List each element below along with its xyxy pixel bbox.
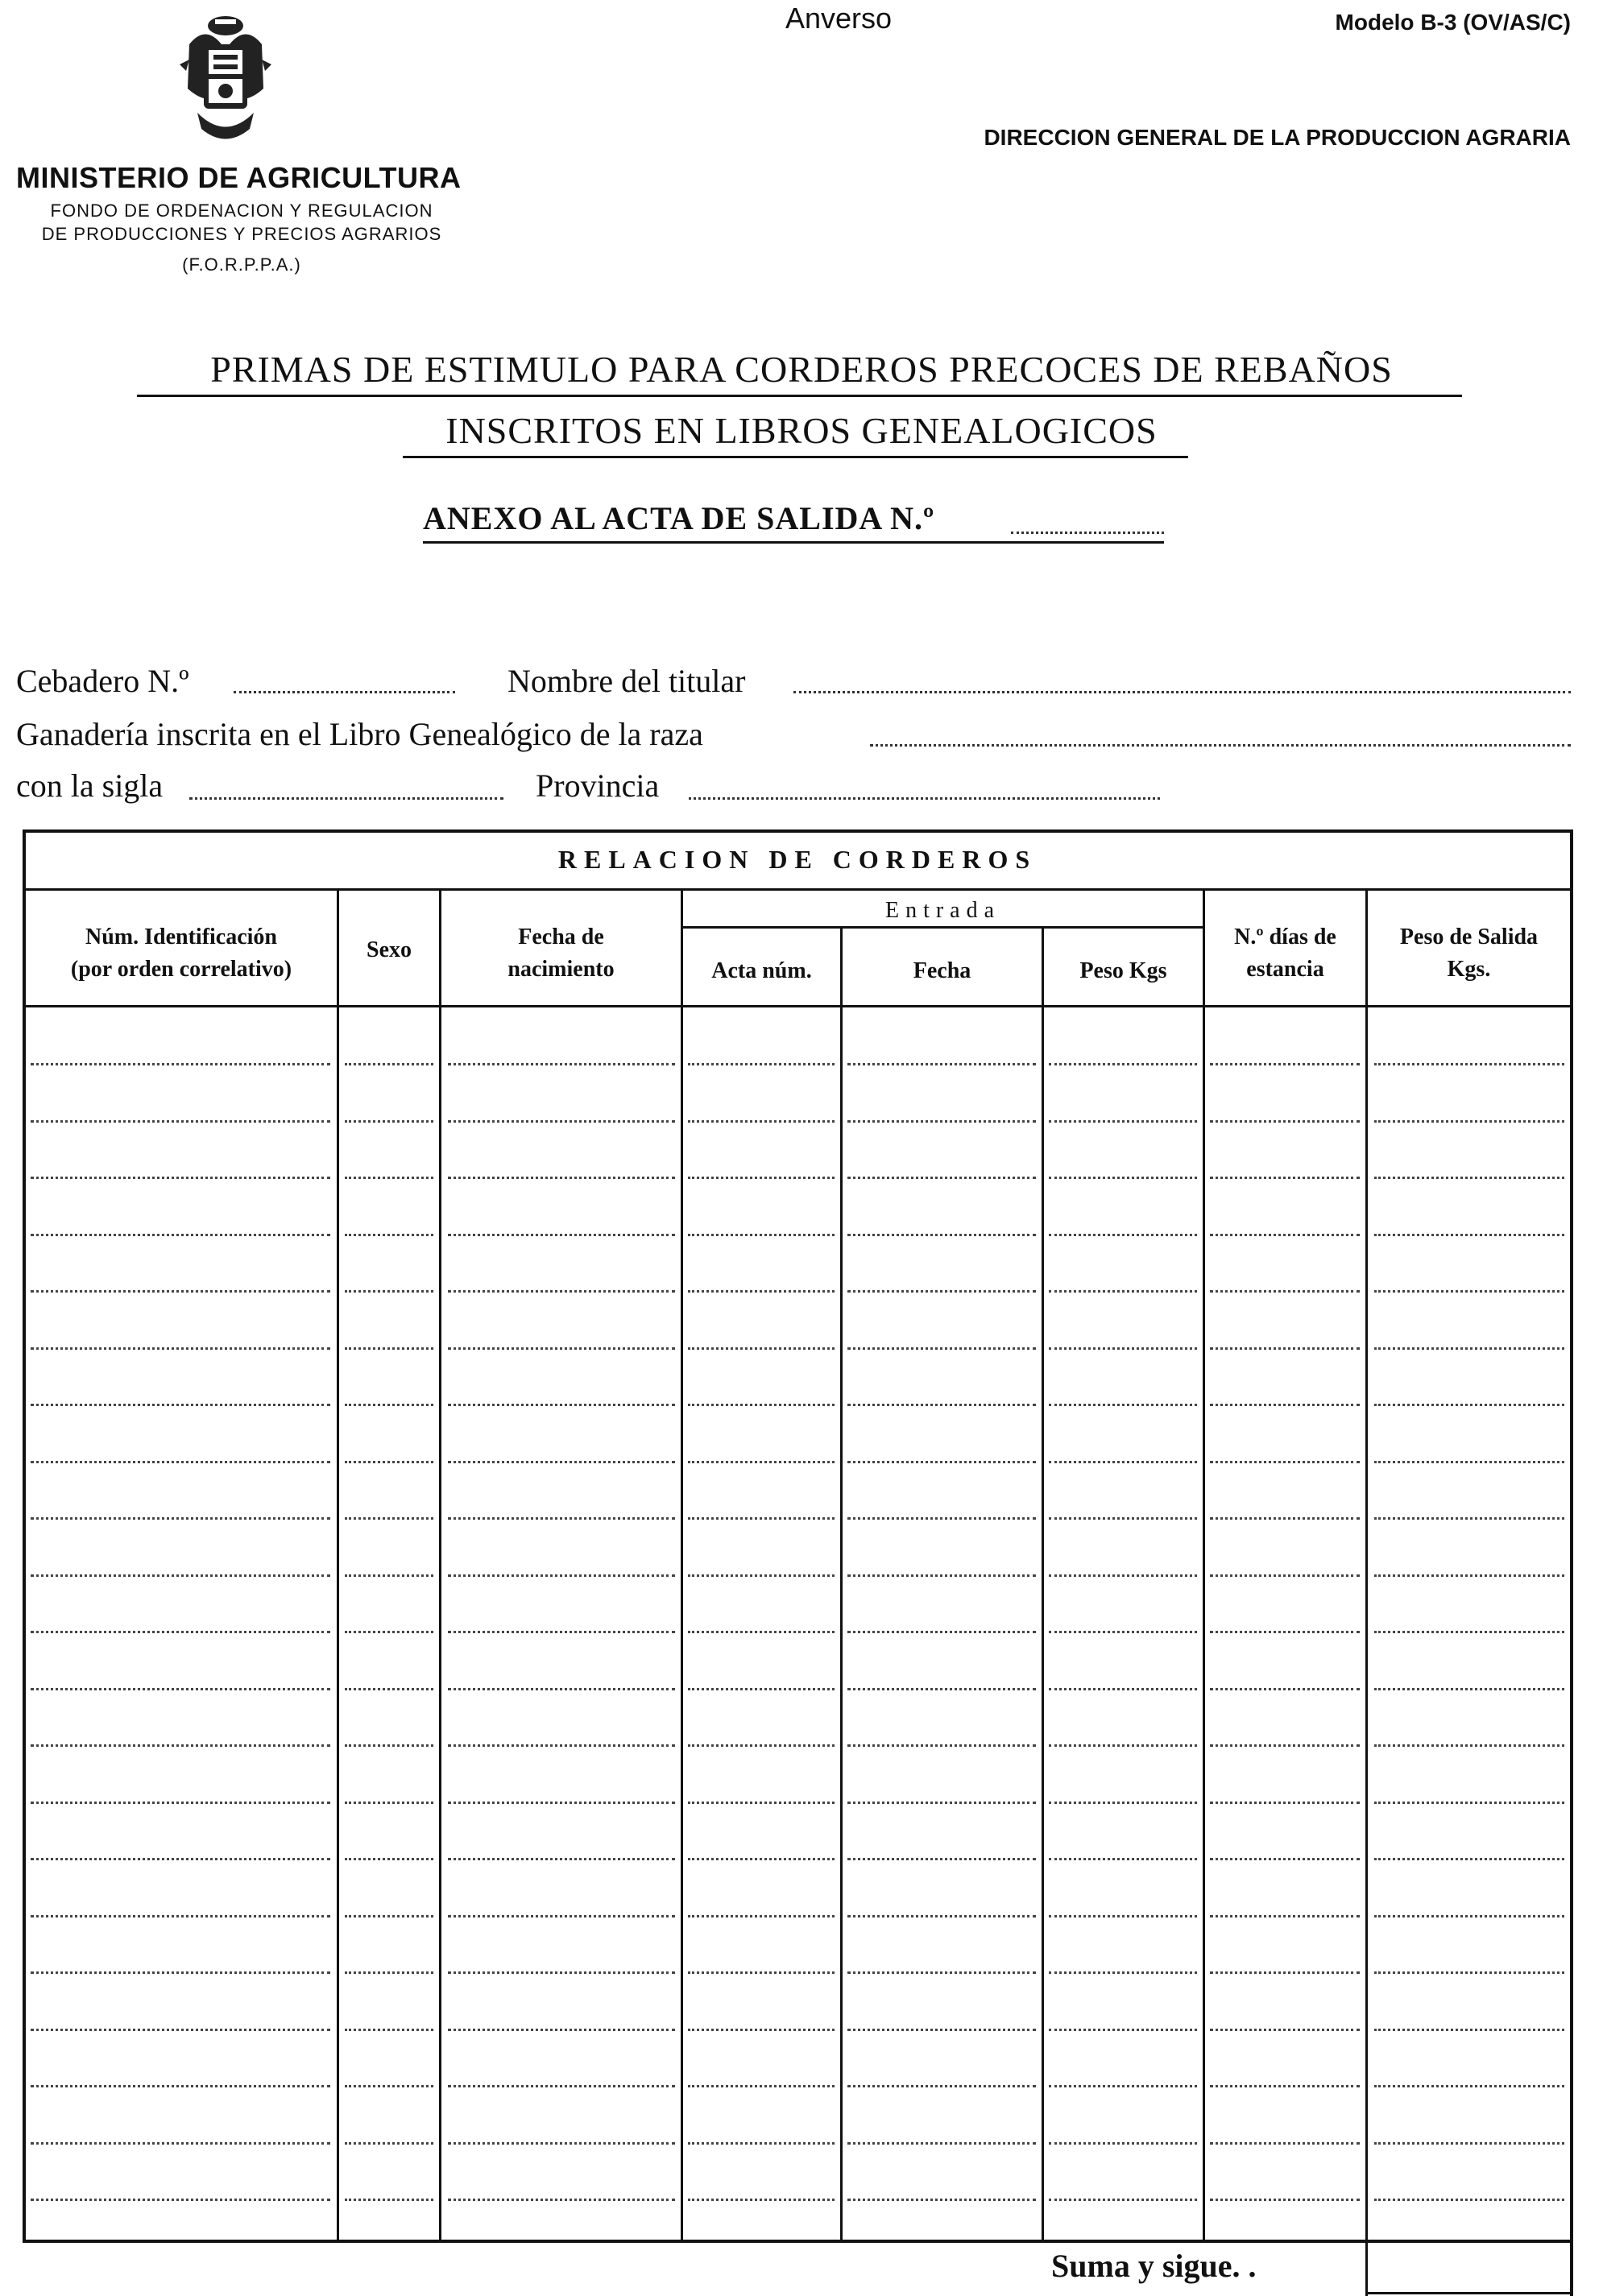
table-cell[interactable] (847, 1063, 1036, 1065)
table-cell[interactable] (688, 1802, 835, 1804)
table-cell[interactable] (688, 1971, 835, 1974)
table-cell[interactable] (1049, 1574, 1197, 1577)
table-cell[interactable] (688, 1063, 835, 1065)
ministry-name: MINISTERIO DE AGRICULTURA (16, 161, 462, 194)
table-cell[interactable] (847, 2085, 1036, 2087)
table-cell[interactable] (1374, 1177, 1564, 1179)
table-cell[interactable] (345, 1744, 433, 1747)
table-cell[interactable] (448, 1915, 675, 1917)
table-cell[interactable] (31, 1744, 330, 1747)
table-cell[interactable] (1049, 1177, 1197, 1179)
table-cell[interactable] (688, 2029, 835, 2031)
col-header-dias-1: N.º días de (1234, 925, 1336, 949)
anexo-heading: ANEXO AL ACTA DE SALIDA N.º (423, 500, 935, 536)
sigla-field[interactable] (189, 797, 503, 800)
table-cell[interactable] (847, 1971, 1036, 1974)
table-cell[interactable] (688, 1858, 835, 1860)
fondo-line-1: FONDO DE ORDENACION Y REGULACION (50, 201, 433, 221)
table-cell[interactable] (448, 1802, 675, 1804)
entrada-underline (683, 926, 1203, 929)
table-cell[interactable] (345, 1915, 433, 1917)
table-cell[interactable] (1049, 2199, 1197, 2201)
col-divider-4 (840, 926, 843, 2240)
table-cell[interactable] (688, 1461, 835, 1463)
model-code: Modelo B-3 (OV/AS/C) (1335, 10, 1571, 35)
col-header-dias-2: estancia (1246, 957, 1324, 982)
table-cell[interactable] (448, 1404, 675, 1406)
table-cell[interactable] (1049, 2029, 1197, 2031)
table-cell[interactable] (31, 1574, 330, 1577)
table-cell[interactable] (688, 1744, 835, 1747)
cebadero-field[interactable] (234, 691, 455, 693)
table-cell[interactable] (847, 1858, 1036, 1860)
table-cell[interactable] (345, 2029, 433, 2031)
table-cell[interactable] (847, 1404, 1036, 1406)
table-cell[interactable] (1374, 1631, 1564, 1633)
table-cell[interactable] (1374, 2199, 1564, 2201)
table-cell[interactable] (448, 1290, 675, 1293)
titular-field[interactable] (793, 691, 1571, 693)
col-header-peso-salida-1: Peso de Salida (1399, 925, 1539, 949)
direction-name: DIRECCION GENERAL DE LA PRODUCCION AGRARIA (984, 125, 1571, 150)
table-cell[interactable] (847, 1915, 1036, 1917)
col-header-fecha-nac-2: nacimiento (507, 957, 615, 982)
table-cell[interactable] (1049, 2142, 1197, 2145)
table-cell[interactable] (1374, 1915, 1564, 1917)
table-cell[interactable] (1374, 1404, 1564, 1406)
table-cell[interactable] (1210, 1574, 1360, 1577)
table-cell[interactable] (31, 2142, 330, 2145)
table-cell[interactable] (1210, 1063, 1360, 1065)
table-cell[interactable] (31, 1915, 330, 1917)
col-divider-7 (1365, 891, 1368, 2240)
table-cell[interactable] (688, 2142, 835, 2145)
table-cell[interactable] (1374, 1461, 1564, 1463)
table-cell[interactable] (345, 1574, 433, 1577)
table-cell[interactable] (31, 1971, 330, 1974)
table-cell[interactable] (448, 1177, 675, 1179)
table-cell[interactable] (1374, 1234, 1564, 1236)
table-cell[interactable] (1049, 2085, 1197, 2087)
suma-box-bottom (1368, 2292, 1570, 2294)
table-cell[interactable] (1210, 1347, 1360, 1350)
table-cell[interactable] (448, 2142, 675, 2145)
table-cell[interactable] (31, 1858, 330, 1860)
table-cell[interactable] (31, 1461, 330, 1463)
anexo-underline (423, 541, 1164, 544)
table-cell[interactable] (1049, 1744, 1197, 1747)
cebadero-label: Cebadero N.º (16, 663, 189, 699)
table-cell[interactable] (1210, 1290, 1360, 1293)
table-cell[interactable] (448, 1063, 675, 1065)
table-cell[interactable] (847, 1688, 1036, 1690)
table-cell[interactable] (688, 2199, 835, 2201)
col-header-acta: Acta núm. (711, 958, 812, 983)
table-cell[interactable] (345, 1177, 433, 1179)
table-cell[interactable] (448, 1517, 675, 1520)
table-cell[interactable] (1374, 1347, 1564, 1350)
table-top-border (23, 829, 1573, 833)
table-bottom-border (23, 2240, 1573, 2243)
table-cell[interactable] (1210, 1517, 1360, 1520)
table-cell[interactable] (448, 1631, 675, 1633)
table-cell[interactable] (1210, 1858, 1360, 1860)
provincia-field[interactable] (689, 797, 1160, 800)
table-cell[interactable] (31, 2199, 330, 2201)
table-right-border (1570, 829, 1573, 2296)
table-cell[interactable] (1210, 1631, 1360, 1633)
table-cell[interactable] (1374, 1290, 1564, 1293)
title-underline-2 (403, 456, 1188, 458)
table-cell[interactable] (1210, 1688, 1360, 1690)
table-cell[interactable] (688, 2085, 835, 2087)
table-cell[interactable] (448, 1461, 675, 1463)
table-cell[interactable] (1049, 1971, 1197, 1974)
table-cell[interactable] (1049, 1915, 1197, 1917)
table-cell[interactable] (1210, 1120, 1360, 1123)
col-group-entrada: Entrada (884, 898, 1001, 923)
table-cell[interactable] (688, 1290, 835, 1293)
table-cell[interactable] (847, 1290, 1036, 1293)
table-cell[interactable] (1374, 2142, 1564, 2145)
table-cell[interactable] (448, 2199, 675, 2201)
col-header-identificacion-2: (por orden correlativo) (70, 957, 292, 982)
table-cell[interactable] (31, 1177, 330, 1179)
table-cell[interactable] (345, 1347, 433, 1350)
ganaderia-label: Ganadería inscrita en el Libro Genealógico de la raza (16, 716, 703, 752)
table-cell[interactable] (1374, 1971, 1564, 1974)
table-cell[interactable] (448, 2029, 675, 2031)
col-divider-6 (1203, 891, 1205, 2240)
table-cell[interactable] (847, 1177, 1036, 1179)
table-cell[interactable] (847, 2142, 1036, 2145)
table-cell[interactable] (847, 1574, 1036, 1577)
table-cell[interactable] (1049, 1517, 1197, 1520)
table-cell[interactable] (31, 1290, 330, 1293)
table-cell[interactable] (345, 1631, 433, 1633)
titular-label: Nombre del titular (507, 663, 746, 699)
table-cell[interactable] (345, 1971, 433, 1974)
table-cell[interactable] (1210, 1177, 1360, 1179)
table-cell[interactable] (31, 2029, 330, 2031)
table-cell[interactable] (688, 1915, 835, 1917)
table-cell[interactable] (847, 1517, 1036, 1520)
table-cell[interactable] (1374, 1120, 1564, 1123)
col-divider-2 (439, 891, 441, 2240)
table-cell[interactable] (1049, 1063, 1197, 1065)
col-header-sexo: Sexo (367, 937, 412, 962)
table-cell[interactable] (688, 1631, 835, 1633)
table-cell[interactable] (1374, 2085, 1564, 2087)
sigla-label: con la sigla (16, 767, 164, 804)
table-cell[interactable] (448, 1744, 675, 1747)
col-header-peso-salida-2: Kgs. (1447, 957, 1491, 982)
fondo-line-2: DE PRODUCCIONES Y PRECIOS AGRARIOS (41, 224, 442, 244)
table-cell[interactable] (345, 1461, 433, 1463)
table-cell[interactable] (688, 1347, 835, 1350)
table-cell[interactable] (448, 1858, 675, 1860)
table-cell[interactable] (31, 1234, 330, 1236)
table-cell[interactable] (847, 1461, 1036, 1463)
anexo-number-field[interactable] (1011, 532, 1164, 534)
table-cell[interactable] (31, 1404, 330, 1406)
table-cell[interactable] (1049, 1347, 1197, 1350)
table-left-border (23, 829, 26, 2243)
form-title-line-2: INSCRITOS EN LIBROS GENEALOGICOS (445, 410, 1158, 451)
table-title: RELACION DE CORDEROS (557, 845, 1038, 874)
table-cell[interactable] (1374, 1517, 1564, 1520)
table-cell[interactable] (688, 1120, 835, 1123)
suma-box-left (1365, 2243, 1368, 2296)
table-cell[interactable] (1374, 1744, 1564, 1747)
table-cell[interactable] (1049, 1802, 1197, 1804)
table-cell[interactable] (345, 1802, 433, 1804)
table-cell[interactable] (31, 1631, 330, 1633)
table-cell[interactable] (847, 1744, 1036, 1747)
table-cell[interactable] (448, 1120, 675, 1123)
table-cell[interactable] (1374, 1802, 1564, 1804)
col-header-identificacion-1: Núm. Identificación (85, 925, 277, 949)
table-cell[interactable] (1049, 1290, 1197, 1293)
table-cell[interactable] (31, 2085, 330, 2087)
form-title-line-1: PRIMAS DE ESTIMULO PARA CORDEROS PRECOCES DE REBAÑOS (210, 349, 1393, 390)
table-cell[interactable] (345, 1234, 433, 1236)
table-cell[interactable] (31, 1802, 330, 1804)
table-cell[interactable] (1210, 1744, 1360, 1747)
col-divider-1 (337, 891, 339, 2240)
table-cell[interactable] (345, 1290, 433, 1293)
table-cell[interactable] (1210, 1404, 1360, 1406)
col-header-peso: Peso Kgs (1079, 958, 1167, 983)
table-cell[interactable] (1049, 1858, 1197, 1860)
table-cell[interactable] (1049, 1461, 1197, 1463)
table-cell[interactable] (345, 2199, 433, 2201)
relacion-divider (23, 888, 1573, 891)
table-cell[interactable] (1210, 1234, 1360, 1236)
provincia-label: Provincia (536, 767, 660, 804)
col-header-fecha-nac-1: Fecha de (518, 925, 604, 949)
col-divider-3 (681, 891, 683, 2240)
table-cell[interactable] (1049, 1688, 1197, 1690)
fondo-acronym: (F.O.R.P.P.A.) (182, 254, 301, 275)
table-cell[interactable] (31, 1120, 330, 1123)
table-cell[interactable] (448, 1688, 675, 1690)
table-cell[interactable] (688, 1404, 835, 1406)
table-cell[interactable] (1049, 1120, 1197, 1123)
table-cell[interactable] (688, 1517, 835, 1520)
table-cell[interactable] (31, 1347, 330, 1350)
table-cell[interactable] (345, 1120, 433, 1123)
table-cell[interactable] (31, 1517, 330, 1520)
side-label: Anverso (785, 2, 893, 35)
table-cell[interactable] (1210, 1915, 1360, 1917)
table-cell[interactable] (345, 2142, 433, 2145)
table-cell[interactable] (1210, 1971, 1360, 1974)
table-cell[interactable] (1210, 2199, 1360, 2201)
table-cell[interactable] (448, 1574, 675, 1577)
table-cell[interactable] (1210, 2142, 1360, 2145)
table-cell[interactable] (847, 2029, 1036, 2031)
table-cell[interactable] (31, 1063, 330, 1065)
table-cell[interactable] (1049, 1234, 1197, 1236)
table-cell[interactable] (1210, 2085, 1360, 2087)
table-cell[interactable] (847, 1234, 1036, 1236)
table-cell[interactable] (345, 2085, 433, 2087)
table-cell[interactable] (448, 2085, 675, 2087)
table-cell[interactable] (345, 1063, 433, 1065)
table-cell[interactable] (688, 1177, 835, 1179)
table-cell[interactable] (1049, 1631, 1197, 1633)
table-cell[interactable] (1374, 1688, 1564, 1690)
coat-of-arms-icon (173, 8, 278, 149)
table-cell[interactable] (448, 1234, 675, 1236)
table-cell[interactable] (1210, 1802, 1360, 1804)
table-cell[interactable] (688, 1234, 835, 1236)
table-cell[interactable] (847, 2199, 1036, 2201)
header-bottom-border (23, 1005, 1573, 1007)
table-cell[interactable] (345, 1688, 433, 1690)
table-cell[interactable] (688, 1574, 835, 1577)
table-cell[interactable] (1374, 1063, 1564, 1065)
title-underline-1 (137, 395, 1462, 397)
table-cell[interactable] (1210, 2029, 1360, 2031)
table-cell[interactable] (847, 1631, 1036, 1633)
raza-field[interactable] (870, 744, 1571, 747)
suma-y-sigue-label: Suma y sigue. . (1051, 2248, 1257, 2284)
table-cell[interactable] (1374, 1858, 1564, 1860)
table-cell[interactable] (1049, 1404, 1197, 1406)
col-divider-5 (1042, 926, 1044, 2240)
table-cell[interactable] (1210, 1461, 1360, 1463)
table-cell[interactable] (448, 1347, 675, 1350)
table-cell[interactable] (847, 1347, 1036, 1350)
table-cell[interactable] (345, 1404, 433, 1406)
table-cell[interactable] (345, 1858, 433, 1860)
table-cell[interactable] (345, 1517, 433, 1520)
table-cell[interactable] (688, 1688, 835, 1690)
table-cell[interactable] (847, 1802, 1036, 1804)
table-cell[interactable] (1374, 1574, 1564, 1577)
col-header-fecha: Fecha (913, 958, 971, 983)
table-cell[interactable] (31, 1688, 330, 1690)
table-cell[interactable] (448, 1971, 675, 1974)
table-cell[interactable] (1374, 2029, 1564, 2031)
table-cell[interactable] (847, 1120, 1036, 1123)
